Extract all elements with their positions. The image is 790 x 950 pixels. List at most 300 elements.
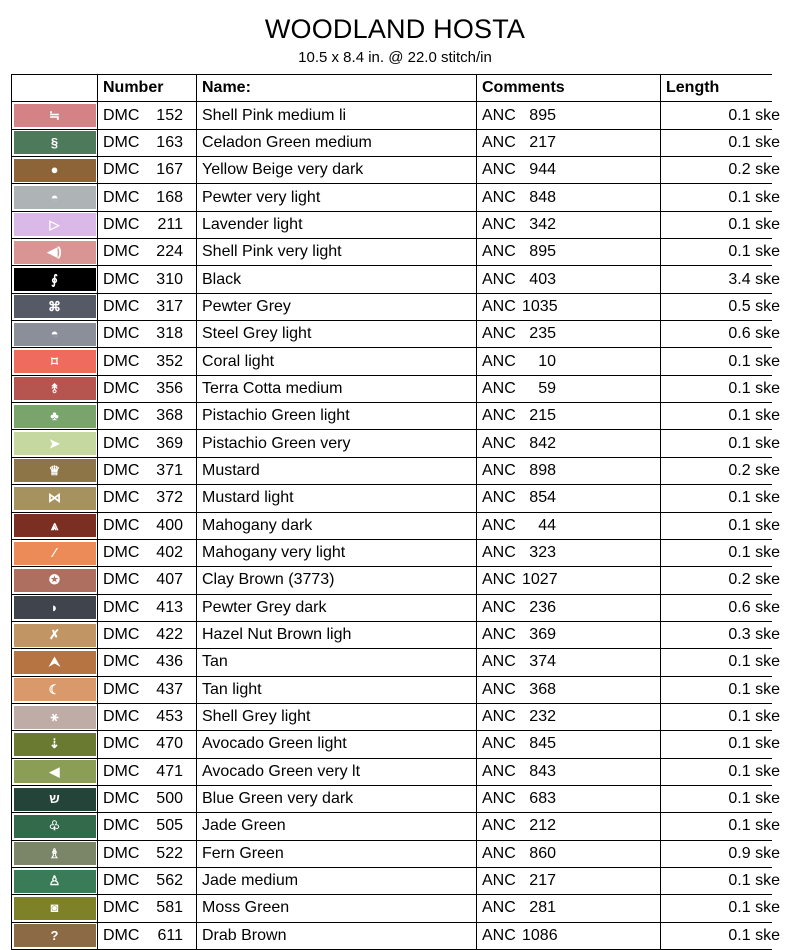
- color-symbol-cell: [12, 403, 98, 430]
- length-cell: [661, 376, 780, 403]
- color-name: Tan light: [197, 677, 477, 704]
- dmc-number-cell: [98, 923, 197, 950]
- page-title: WOODLAND HOSTA: [264, 14, 526, 44]
- anchor-code: ANC: [482, 461, 516, 479]
- anchor-code: ANC: [482, 270, 516, 288]
- table-row: [12, 731, 780, 758]
- color-symbol-cell: [12, 212, 98, 239]
- anchor-comment-cell: [477, 677, 661, 704]
- anchor-comment-cell: [477, 212, 661, 239]
- table-row: [12, 376, 780, 403]
- anchor-code: ANC: [482, 844, 516, 862]
- skein-length: 0.1 ske: [728, 872, 780, 890]
- anchor-code: ANC: [482, 899, 516, 917]
- anchor-comment-cell: [477, 239, 661, 266]
- length-cell: [661, 184, 780, 211]
- color-name: Steel Grey light: [197, 321, 477, 348]
- dmc-code: DMC: [103, 544, 140, 562]
- stitch-symbol-icon: ⮝: [48, 654, 61, 670]
- dmc-number-cell: [98, 212, 197, 239]
- anchor-number: 843: [529, 762, 556, 780]
- color-name: Mahogany very light: [197, 540, 477, 567]
- stitch-symbol-icon: ◀: [49, 763, 60, 779]
- dmc-code: DMC: [103, 872, 140, 890]
- color-swatch: [14, 542, 96, 565]
- dmc-number-cell: [98, 130, 197, 157]
- dmc-code: DMC: [103, 817, 140, 835]
- color-swatch: [14, 350, 96, 373]
- anchor-code: ANC: [482, 516, 516, 534]
- color-swatch: [14, 706, 96, 729]
- anchor-code: ANC: [482, 434, 516, 452]
- skein-length: 0.9 ske: [728, 844, 780, 862]
- dmc-number: 407: [156, 571, 183, 589]
- dmc-number-cell: [98, 841, 197, 868]
- length-cell: [661, 759, 780, 786]
- anchor-number: 212: [529, 817, 556, 835]
- dmc-number-cell: [98, 403, 197, 430]
- skein-length: 3.4 ske: [728, 270, 780, 288]
- color-name: Pewter Grey dark: [197, 595, 477, 622]
- color-symbol-cell: [12, 923, 98, 950]
- stitch-symbol-icon: ≒: [49, 107, 60, 123]
- length-cell: [661, 239, 780, 266]
- color-swatch: [14, 268, 96, 291]
- dmc-code: DMC: [103, 161, 140, 179]
- length-cell: [661, 895, 780, 922]
- table-row: [12, 485, 780, 512]
- table-row: [12, 759, 780, 786]
- color-symbol-cell: [12, 895, 98, 922]
- stitch-symbol-icon: ⌑: [51, 353, 58, 369]
- anchor-comment-cell: [477, 731, 661, 758]
- dmc-number: 152: [156, 106, 183, 124]
- table-row: [12, 868, 780, 895]
- header-symbol: [12, 75, 98, 102]
- color-symbol-cell: [12, 622, 98, 649]
- anchor-code: ANC: [482, 653, 516, 671]
- table-row: [12, 567, 780, 594]
- anchor-number: 895: [529, 243, 556, 261]
- anchor-code: ANC: [482, 598, 516, 616]
- stitch-symbol-icon: ⩓: [50, 517, 59, 533]
- dmc-code: DMC: [103, 680, 140, 698]
- length-cell: [661, 677, 780, 704]
- skein-length: 0.1 ske: [728, 516, 780, 534]
- dmc-code: DMC: [103, 844, 140, 862]
- color-symbol-cell: [12, 841, 98, 868]
- color-name: Shell Pink medium li: [197, 102, 477, 129]
- dmc-number: 167: [156, 161, 183, 179]
- anchor-number: 1086: [522, 926, 558, 944]
- skein-length: 0.1 ske: [728, 653, 780, 671]
- anchor-number: 215: [529, 407, 556, 425]
- skein-length: 0.2 ske: [728, 571, 780, 589]
- length-cell: [661, 704, 780, 731]
- color-name: Mustard: [197, 458, 477, 485]
- table-row: [12, 540, 780, 567]
- color-name: Tan: [197, 649, 477, 676]
- dmc-code: DMC: [103, 270, 140, 288]
- skein-length: 0.1 ske: [728, 379, 780, 397]
- color-name: Coral light: [197, 348, 477, 375]
- dmc-number: 581: [156, 899, 183, 917]
- dmc-number-cell: [98, 813, 197, 840]
- length-cell: [661, 786, 780, 813]
- stitch-symbol-icon: ⇣: [49, 736, 60, 752]
- length-cell: [661, 348, 780, 375]
- stitch-symbol-icon: ☾: [48, 681, 61, 697]
- skein-length: 0.1 ske: [728, 790, 780, 808]
- header-number: Number: [98, 75, 197, 102]
- anchor-code: ANC: [482, 243, 516, 261]
- dmc-number-cell: [98, 321, 197, 348]
- color-symbol-cell: [12, 458, 98, 485]
- color-name: Jade medium: [197, 868, 477, 895]
- anchor-number: 236: [529, 598, 556, 616]
- anchor-code: ANC: [482, 215, 516, 233]
- skein-length: 0.6 ske: [728, 325, 780, 343]
- color-symbol-cell: [12, 759, 98, 786]
- color-symbol-cell: [12, 348, 98, 375]
- dmc-number: 310: [156, 270, 183, 288]
- dmc-number: 562: [156, 872, 183, 890]
- anchor-comment-cell: [477, 458, 661, 485]
- dmc-number-cell: [98, 704, 197, 731]
- dmc-number-cell: [98, 157, 197, 184]
- skein-length: 0.1 ske: [728, 762, 780, 780]
- color-swatch: [14, 213, 96, 236]
- skein-length: 0.1 ske: [728, 817, 780, 835]
- table-row: [12, 239, 780, 266]
- skein-length: 0.1 ske: [728, 544, 780, 562]
- anchor-number: 848: [529, 188, 556, 206]
- dmc-number: 368: [156, 407, 183, 425]
- length-cell: [661, 157, 780, 184]
- color-swatch: [14, 487, 96, 510]
- color-symbol-cell: [12, 266, 98, 293]
- dmc-code: DMC: [103, 516, 140, 534]
- color-symbol-cell: [12, 704, 98, 731]
- color-symbol-cell: [12, 430, 98, 457]
- length-cell: [661, 540, 780, 567]
- anchor-code: ANC: [482, 762, 516, 780]
- stitch-symbol-icon: ●: [50, 162, 59, 178]
- anchor-comment-cell: [477, 786, 661, 813]
- anchor-comment-cell: [477, 485, 661, 512]
- dmc-number: 471: [156, 762, 183, 780]
- table-row: [12, 895, 780, 922]
- dmc-code: DMC: [103, 325, 140, 343]
- table-row: [12, 348, 780, 375]
- anchor-code: ANC: [482, 544, 516, 562]
- dmc-number: 437: [156, 680, 183, 698]
- dmc-number: 470: [156, 735, 183, 753]
- dmc-code: DMC: [103, 188, 140, 206]
- color-symbol-cell: [12, 868, 98, 895]
- anchor-code: ANC: [482, 626, 516, 644]
- dmc-number: 371: [156, 461, 183, 479]
- color-swatch: [14, 377, 96, 400]
- color-name: Shell Pink very light: [197, 239, 477, 266]
- table-row: [12, 841, 780, 868]
- table-row: [12, 622, 780, 649]
- dmc-code: DMC: [103, 571, 140, 589]
- color-swatch: [14, 241, 96, 264]
- stitch-symbol-icon: ◙: [50, 900, 59, 916]
- stitch-symbol-icon: ♙: [48, 873, 61, 889]
- length-cell: [661, 868, 780, 895]
- anchor-code: ANC: [482, 872, 516, 890]
- anchor-number: 895: [529, 106, 556, 124]
- dmc-code: DMC: [103, 352, 140, 370]
- anchor-number: 845: [529, 735, 556, 753]
- dmc-code: DMC: [103, 461, 140, 479]
- color-name: Hazel Nut Brown ligh: [197, 622, 477, 649]
- color-swatch: [14, 186, 96, 209]
- color-name: Pistachio Green very: [197, 430, 477, 457]
- color-symbol-cell: [12, 485, 98, 512]
- color-name: Clay Brown (3773): [197, 567, 477, 594]
- anchor-comment-cell: [477, 430, 661, 457]
- color-name: Black: [197, 266, 477, 293]
- skein-length: 0.1 ske: [728, 680, 780, 698]
- anchor-code: ANC: [482, 708, 516, 726]
- dmc-number: 372: [156, 489, 183, 507]
- color-swatch: [14, 569, 96, 592]
- anchor-comment-cell: [477, 266, 661, 293]
- dmc-code: DMC: [103, 379, 140, 397]
- anchor-code: ANC: [482, 407, 516, 425]
- color-name: Pewter Grey: [197, 294, 477, 321]
- length-cell: [661, 485, 780, 512]
- color-symbol-cell: [12, 321, 98, 348]
- dmc-code: DMC: [103, 790, 140, 808]
- pattern-size-subtitle: 10.5 x 8.4 in. @ 22.0 stitch/in: [298, 49, 492, 66]
- anchor-comment-cell: [477, 759, 661, 786]
- color-symbol-cell: [12, 731, 98, 758]
- skein-length: 0.1 ske: [728, 926, 780, 944]
- color-swatch: [14, 459, 96, 482]
- header-name: Name:: [197, 75, 477, 102]
- color-symbol-cell: [12, 184, 98, 211]
- dmc-number-cell: [98, 567, 197, 594]
- color-swatch: [14, 733, 96, 756]
- dmc-code: DMC: [103, 434, 140, 452]
- color-symbol-cell: [12, 294, 98, 321]
- color-swatch: [14, 295, 96, 318]
- stitch-symbol-icon: ◗: [50, 599, 59, 615]
- anchor-number: 944: [529, 161, 556, 179]
- color-swatch: [14, 323, 96, 346]
- color-swatch: [14, 104, 96, 127]
- length-cell: [661, 130, 780, 157]
- color-swatch: [14, 514, 96, 537]
- color-name: Moss Green: [197, 895, 477, 922]
- skein-length: 0.1 ske: [728, 434, 780, 452]
- color-swatch: [14, 651, 96, 674]
- anchor-code: ANC: [482, 735, 516, 753]
- dmc-code: DMC: [103, 899, 140, 917]
- anchor-code: ANC: [482, 379, 516, 397]
- length-cell: [661, 595, 780, 622]
- dmc-number: 400: [156, 516, 183, 534]
- dmc-number-cell: [98, 677, 197, 704]
- color-symbol-cell: [12, 595, 98, 622]
- stitch-symbol-icon: ♣: [50, 408, 59, 424]
- dmc-number: 500: [156, 790, 183, 808]
- dmc-code: DMC: [103, 598, 140, 616]
- anchor-number: 368: [529, 680, 556, 698]
- dmc-number-cell: [98, 184, 197, 211]
- anchor-comment-cell: [477, 895, 661, 922]
- stitch-symbol-icon: ⥉: [51, 380, 58, 396]
- color-swatch: [14, 596, 96, 619]
- dmc-number-cell: [98, 266, 197, 293]
- anchor-comment-cell: [477, 184, 661, 211]
- anchor-comment-cell: [477, 157, 661, 184]
- anchor-number: 1035: [522, 297, 558, 315]
- color-name: Avocado Green very lt: [197, 759, 477, 786]
- length-cell: [661, 813, 780, 840]
- color-name: Blue Green very dark: [197, 786, 477, 813]
- stitch-symbol-icon: ♗: [48, 845, 61, 861]
- dmc-number: 211: [157, 215, 183, 233]
- dmc-code: DMC: [103, 106, 140, 124]
- dmc-number-cell: [98, 786, 197, 813]
- length-cell: [661, 294, 780, 321]
- stitch-symbol-icon: §: [50, 134, 59, 150]
- anchor-number: 232: [529, 708, 556, 726]
- anchor-comment-cell: [477, 513, 661, 540]
- color-symbol-cell: [12, 102, 98, 129]
- dmc-number-cell: [98, 649, 197, 676]
- color-swatch: [14, 788, 96, 811]
- table-row: [12, 677, 780, 704]
- color-name: Fern Green: [197, 841, 477, 868]
- color-symbol-cell: [12, 157, 98, 184]
- length-cell: [661, 430, 780, 457]
- color-swatch: [14, 131, 96, 154]
- color-swatch: [14, 842, 96, 865]
- dmc-number-cell: [98, 102, 197, 129]
- dmc-code: DMC: [103, 297, 140, 315]
- dmc-number: 356: [156, 379, 183, 397]
- anchor-comment-cell: [477, 622, 661, 649]
- table-body: [12, 102, 780, 950]
- length-cell: [661, 841, 780, 868]
- dmc-number-cell: [98, 348, 197, 375]
- anchor-number: 369: [529, 626, 556, 644]
- color-swatch: [14, 678, 96, 701]
- stitch-symbol-icon: ♕: [48, 462, 61, 478]
- header-comments: Comments: [477, 75, 661, 102]
- length-cell: [661, 622, 780, 649]
- stitch-symbol-icon: ⌘: [48, 298, 61, 314]
- anchor-comment-cell: [477, 813, 661, 840]
- anchor-comment-cell: [477, 595, 661, 622]
- color-name: Jade Green: [197, 813, 477, 840]
- dmc-number-cell: [98, 868, 197, 895]
- color-name: Lavender light: [197, 212, 477, 239]
- color-swatch: [14, 624, 96, 647]
- anchor-code: ANC: [482, 790, 516, 808]
- dmc-number-cell: [98, 376, 197, 403]
- color-symbol-cell: [12, 130, 98, 157]
- skein-length: 0.1 ske: [728, 899, 780, 917]
- stitch-symbol-icon: ◀): [47, 244, 62, 260]
- anchor-number: 898: [529, 461, 556, 479]
- anchor-number: 323: [529, 544, 556, 562]
- floss-table: [11, 74, 780, 950]
- anchor-number: 683: [529, 790, 556, 808]
- dmc-code: DMC: [103, 626, 140, 644]
- anchor-code: ANC: [482, 571, 516, 589]
- color-symbol-cell: [12, 376, 98, 403]
- anchor-comment-cell: [477, 868, 661, 895]
- color-symbol-cell: [12, 540, 98, 567]
- anchor-code: ANC: [482, 680, 516, 698]
- skein-length: 0.1 ske: [728, 407, 780, 425]
- dmc-number: 168: [156, 188, 183, 206]
- anchor-code: ANC: [482, 489, 516, 507]
- dmc-number-cell: [98, 239, 197, 266]
- anchor-number: 342: [529, 215, 556, 233]
- stitch-symbol-icon: ?: [50, 927, 59, 943]
- anchor-comment-cell: [477, 540, 661, 567]
- color-name: Celadon Green medium: [197, 130, 477, 157]
- anchor-code: ANC: [482, 133, 516, 151]
- dmc-number-cell: [98, 595, 197, 622]
- color-swatch: [14, 870, 96, 893]
- skein-length: 0.1 ske: [728, 215, 780, 233]
- anchor-code: ANC: [482, 106, 516, 124]
- anchor-comment-cell: [477, 704, 661, 731]
- length-cell: [661, 731, 780, 758]
- skein-length: 0.2 ske: [728, 461, 780, 479]
- anchor-number: 374: [529, 653, 556, 671]
- dmc-number: 436: [156, 653, 183, 671]
- dmc-code: DMC: [103, 653, 140, 671]
- anchor-number: 44: [538, 516, 556, 534]
- skein-length: 0.1 ske: [728, 352, 780, 370]
- color-swatch: [14, 760, 96, 783]
- anchor-comment-cell: [477, 294, 661, 321]
- anchor-number: 1027: [522, 571, 558, 589]
- color-swatch: [14, 159, 96, 182]
- color-name: Yellow Beige very dark: [197, 157, 477, 184]
- anchor-number: 403: [529, 270, 556, 288]
- anchor-code: ANC: [482, 926, 516, 944]
- dmc-number-cell: [98, 458, 197, 485]
- anchor-number: 860: [529, 844, 556, 862]
- anchor-code: ANC: [482, 352, 516, 370]
- dmc-code: DMC: [103, 133, 140, 151]
- anchor-code: ANC: [482, 817, 516, 835]
- anchor-code: ANC: [482, 325, 516, 343]
- anchor-number: 59: [538, 379, 556, 397]
- table-row: [12, 321, 780, 348]
- table-row: [12, 513, 780, 540]
- anchor-number: 235: [529, 325, 556, 343]
- dmc-code: DMC: [103, 215, 140, 233]
- anchor-code: ANC: [482, 161, 516, 179]
- dmc-number: 505: [156, 817, 183, 835]
- table-row: [12, 458, 780, 485]
- dmc-number: 611: [157, 926, 183, 944]
- color-swatch: [14, 924, 96, 947]
- stitch-symbol-icon: ▷: [49, 216, 60, 232]
